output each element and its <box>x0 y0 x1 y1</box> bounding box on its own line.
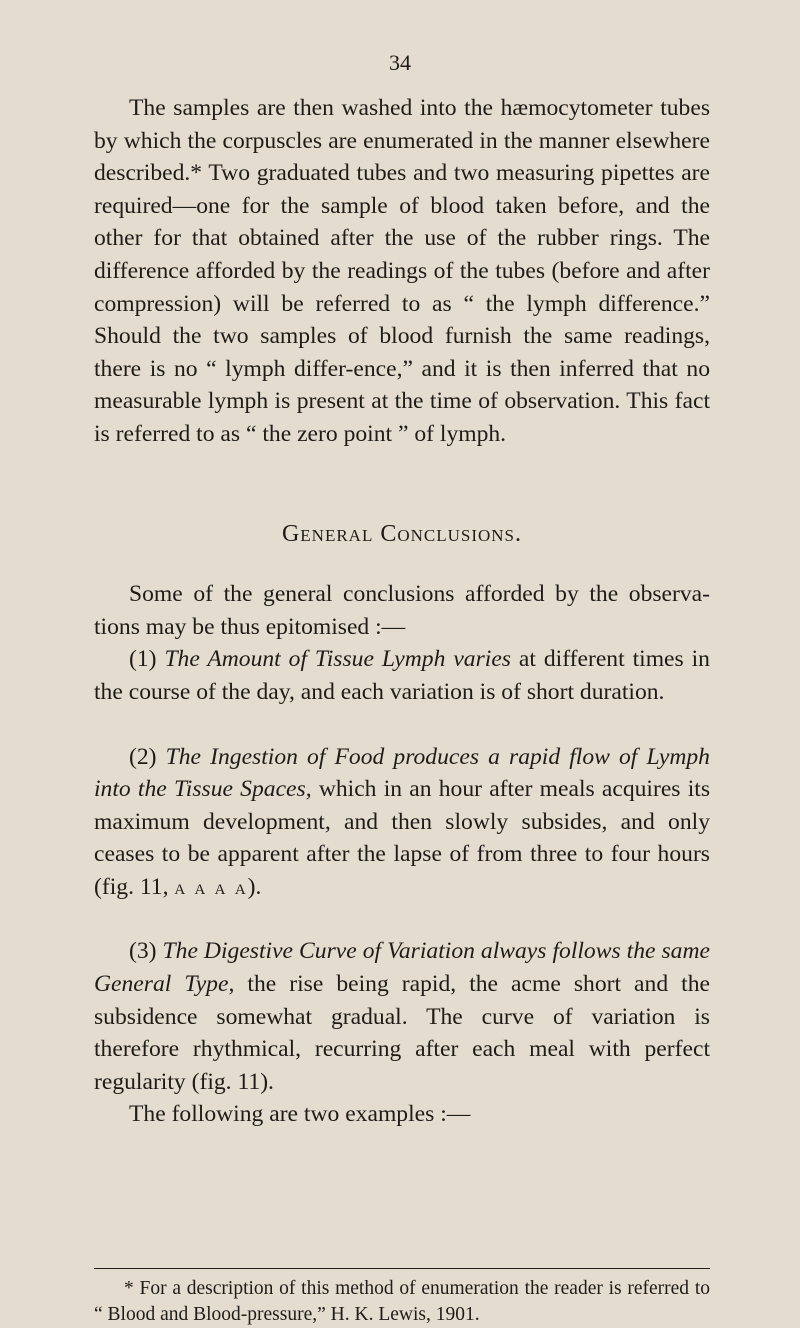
section-heading: General Conclusions. <box>281 520 523 547</box>
footnote-rule <box>94 1268 710 1269</box>
footnote <box>94 1276 710 1328</box>
conclusion-1-title: The Amount of Tissue Lymph varies <box>164 646 511 673</box>
conclusion-2 <box>94 741 710 904</box>
paragraph-examples: The following are two examples :— <box>129 1101 471 1128</box>
conclusion-3-text: the rise being rapid, the acme short and the subsidence somewhat gradual. The curve of variation is therefore rhythmical, recurring after each meal with perfect regularity (fig. 11). <box>94 971 710 1095</box>
conclusion-2-title: The Ingestion of Food produces a rapid flow of Lymph into the Tissue Spaces, <box>94 743 710 803</box>
conclusion-3-title: The Digestive Curve of Variation always follows the same General Type, <box>94 938 710 998</box>
page-number: 34 <box>389 50 411 75</box>
main-text <box>94 92 710 1131</box>
conclusion-1-text: at different times in the course of the day, and each variation is of short duration. <box>94 646 710 705</box>
paragraph-intro: The samples are then washed into the hæmocytometer tubes by which the corpuscles are enumerated in the manner elsewhere described.* Two graduated tubes and two measuring pipettes are required—one for the sample of blood taken before, and the other for that obtained after the use of the rubber rings. The difference afforded by the readings of the tubes (before and after compression) will be referred to as “ the lymph difference.” Should the two samples of blood furnish the same readings, there is no “ lymph differ-ence,” and it is then inferred that no measurable lymph is present at the time of observation. This fact is referred to as “ the zero point ” of lymph. <box>94 95 710 447</box>
conclusion-2-figure-ref: a a a a <box>174 874 248 899</box>
conclusion-2-end: ). <box>247 873 262 900</box>
conclusion-1-number: (1) <box>129 646 165 673</box>
conclusion-1 <box>94 643 710 708</box>
conclusion-2-number: (2) <box>129 743 166 770</box>
footnote-text: * For a description of this method of enumeration the reader is referred to “ Blood and Blood-pressure,” H. K. Lewis, 1901. <box>94 1278 710 1325</box>
conclusion-2-text: which in an hour after meals acquires its maximum development, and then slowly subsides, and only ceases to be apparent after the lapse of from three to four hours (fig. 11, <box>94 776 711 900</box>
conclusion-3 <box>94 935 710 1098</box>
paragraph-conclusions-intro: Some of the general conclusions afforded by the observa-tions may be thus epitomised :— <box>94 581 710 640</box>
conclusion-3-number: (3) <box>129 938 163 965</box>
